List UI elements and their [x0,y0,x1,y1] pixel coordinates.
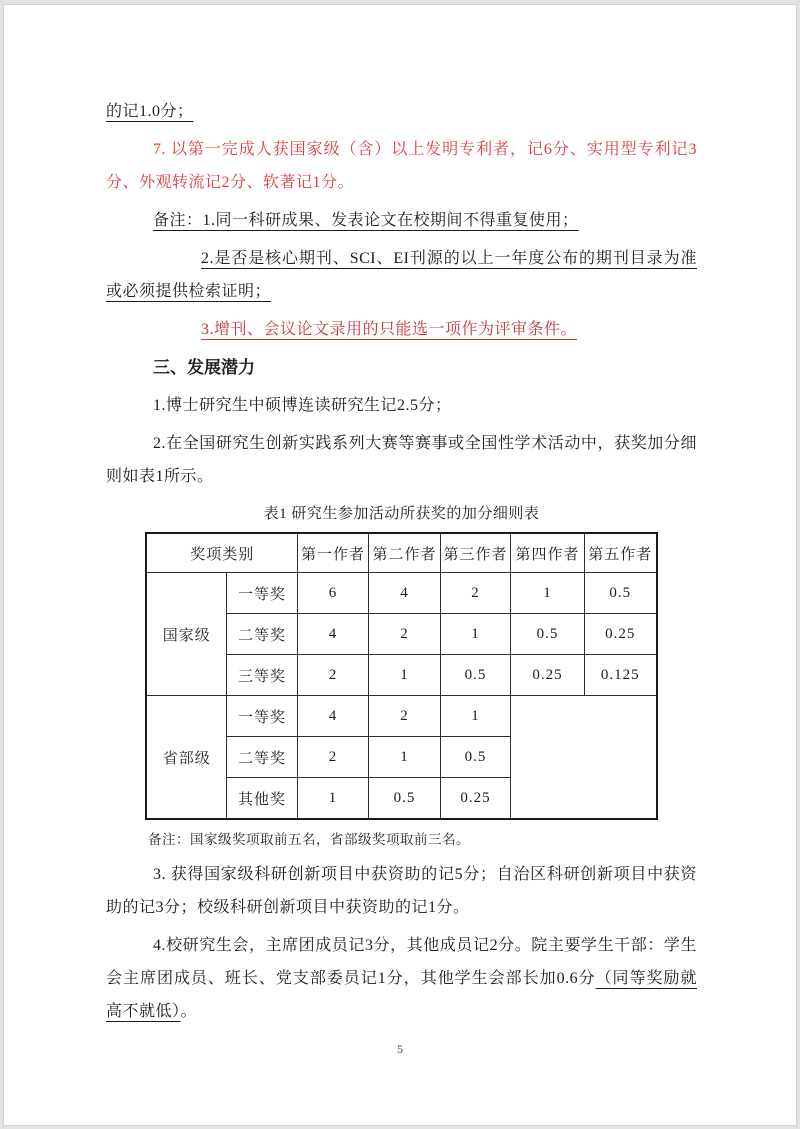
patent-rule-text: 7. 以第一完成人获国家级（含）以上发明专利者，记6分、实用型专利记3分、外观转流记2分、软著记1分。 [106,141,697,191]
tier-cell: 二等奖 [226,737,297,778]
header-cell-author-2: 第二作者 [369,533,441,573]
page-content [4,5,796,1125]
item3-text: 3. 获得国家级科研创新项目中获资助的记5分；自治区科研创新项目中获资助的记3分；校级科研创新项目中获资助的记1分。 [106,866,697,916]
tier-cell: 一等奖 [226,573,297,614]
value-cell: 2 [369,614,441,655]
value-cell: 0.5 [511,614,585,655]
item1-text: 1.博士研究生中硕博连读研究生记2.5分； [153,397,452,414]
value-cell: 2 [369,696,441,737]
header-cell-category: 奖项类别 [146,533,297,573]
header-cell-author-4: 第四作者 [511,533,585,573]
note3-text: 3.增刊、会议论文录用的只能选一项作为评审条件。 [201,321,578,338]
group-cell-national: 国家级 [146,573,226,696]
tier-cell: 三等奖 [226,655,297,696]
tier-cell: 其他奖 [226,778,297,820]
value-cell: 0.5 [585,573,657,614]
patent-rule-paragraph [106,133,697,199]
header-cell-author-5: 第五作者 [585,533,657,573]
page-number: 5 [397,1042,403,1056]
value-cell: 0.25 [441,778,511,820]
item4-underlined-text: （同等奖励就高不就低） [106,970,697,1020]
value-cell: 2 [298,737,369,778]
list-item-2 [106,427,697,493]
value-cell: 1 [511,573,585,614]
note1-text: 备注：1.同一科研成果、发表论文在校期间不得重复使用； [153,212,579,229]
table-row [146,573,656,614]
list-item-3 [106,858,697,924]
value-cell: 1 [369,737,441,778]
value-cell: 2 [298,655,369,696]
table-caption: 表1 研究生参加活动所获奖的加分细则表 [263,506,540,522]
item2-text: 2.在全国研究生创新实践系列大赛等赛事或全国性学术活动中，获奖加分细则如表1所示。 [106,435,697,485]
group-cell-provincial: 省部级 [146,696,226,820]
list-item-4 [106,929,697,1028]
tier-cell: 二等奖 [226,614,297,655]
table-note: 备注：国家级奖项取前五名，省部级奖项取前三名。 [148,832,470,847]
value-cell: 0.125 [585,655,657,696]
header-cell-author-3: 第三作者 [441,533,511,573]
section-heading: 三、发展潜力 [153,358,255,377]
note2-text: 2.是否是核心期刊、SCI、EI刊源的以上一年度公布的期刊目录为准或必须提供检索证明； [106,250,697,300]
value-cell: 0.25 [511,655,585,696]
header-cell-author-1: 第一作者 [298,533,369,573]
table-header-row [146,533,656,573]
value-cell: 6 [298,573,369,614]
value-cell: 0.5 [369,778,441,820]
carryover-text: 的记1.0分； [106,103,194,120]
value-cell: 4 [298,696,369,737]
value-cell: 4 [298,614,369,655]
value-cell: 1 [441,614,511,655]
value-cell: 1 [298,778,369,820]
tier-cell: 一等奖 [226,696,297,737]
carryover-line [106,95,697,128]
value-cell: 0.25 [585,614,657,655]
notes-item-1 [106,204,697,237]
value-cell: 2 [441,573,511,614]
value-cell: 0.5 [441,655,511,696]
notes-item-3 [106,313,697,346]
value-cell: 1 [441,696,511,737]
award-score-table [145,532,657,820]
table-row [146,696,656,737]
value-cell: 0.5 [441,737,511,778]
list-item-1 [106,389,697,422]
merged-empty-cell [511,696,657,820]
value-cell: 1 [369,655,441,696]
item4-end-text: 。 [180,1003,198,1020]
item4-main-text: 4.校研究生会，主席团成员记3分，其他成员记2分。院主要学生干部：学生会主席团成员、班长、党支部委员记1分，其他学生会部长加0.6分 [106,937,697,987]
document-page [3,4,797,1126]
notes-item-2 [106,242,697,308]
value-cell: 4 [369,573,441,614]
